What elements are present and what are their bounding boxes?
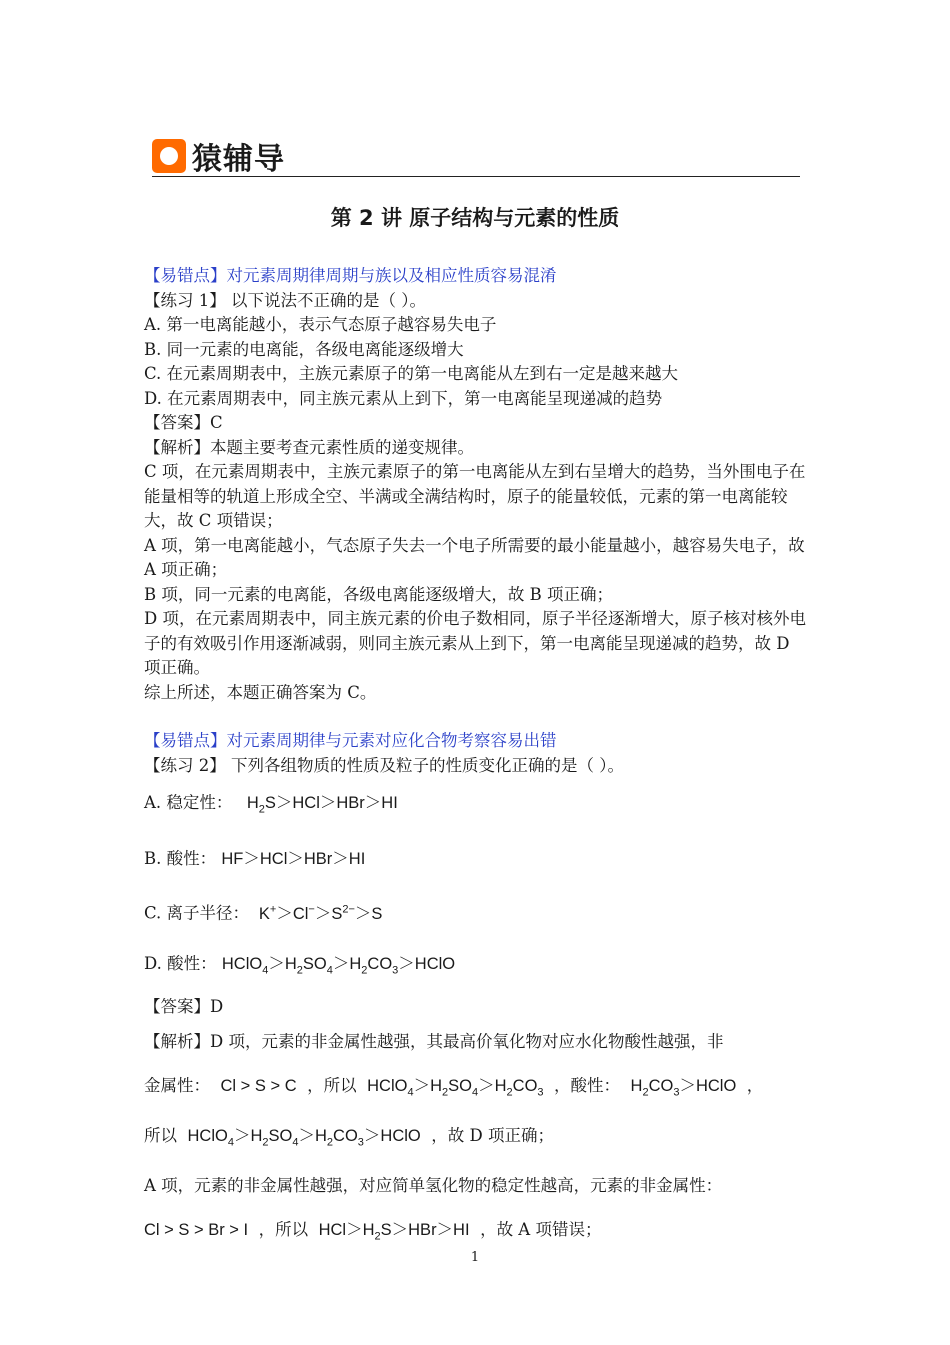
- section1-analysis-4: D 项，在元素周期表中，同主族元素的价电子数相同，原子半径逐渐增大，原子核对核外电子的有效吸引作用逐渐减弱，则同主族元素从上到下，第一电离能呈现递减的趋势，故 D 项正确。: [144, 609, 806, 677]
- logo-text: 猿辅导: [192, 142, 285, 177]
- section2-analysis-line5: Cl > S > Br > I ，所以 $HCl>H_2S>HBr>HI$ ，故 A 项错误；: [144, 1220, 602, 1243]
- lecture-title: 第 2 讲 原子结构与元素的性质: [330, 206, 620, 230]
- option-c-label: C. 离子半径：: [144, 903, 250, 923]
- section1-answer: 【答案】C: [144, 413, 223, 432]
- section2-option-a: [144, 778, 809, 834]
- option-a-formula: $H_2S>HCl>HBr>HI$: [246, 794, 398, 816]
- section1-analysis-1: C 项，在元素周期表中，主族元素原子的第一电离能从左到右呈增大的趋势，当外围电子在能量相等的轨道上形成全空、半满或全满结构时，原子的能量较低，元素的第一电离能较大，故 C 项错误；: [144, 462, 806, 530]
- section1-question: 【练习 1】 以下说法不正确的是（ ）。: [144, 290, 426, 310]
- h2co3-hclo-formula: $H_2CO_3>HClO$: [630, 1076, 737, 1098]
- option-c-formula: $K^+>Cl^->S^{2-}>S$: [258, 903, 383, 923]
- section1-analysis-3: B 项，同一元素的电离能，各级电离能逐级增大，故 B 项正确；: [144, 584, 613, 604]
- section2-analysis-line4: A 项，元素的非金属性越强，对应简单氢化物的稳定性越高，元素的非金属性：: [144, 1176, 723, 1196]
- page-number: 1: [470, 1250, 480, 1265]
- option-a-label: A. 稳定性：: [144, 793, 233, 812]
- inequality-cl-s-br-i: Cl > S > Br > I: [144, 1221, 249, 1240]
- section1-option-c: C. 在元素周期表中，主族元素原子的第一电离能从左到右一定是越来越大: [144, 364, 679, 383]
- option-b-formula: HF＞HCl＞HBr＞HI: [221, 850, 366, 869]
- page-header: [152, 128, 800, 177]
- option-d-label: D. 酸性：: [144, 953, 217, 973]
- yuanfudao-logo-icon: [152, 139, 186, 173]
- inequality-cl-s-c: Cl > S > C: [220, 1076, 297, 1095]
- section2-analysis-intro: 【解析】D 项，元素的非金属性越强，其最高价氧化物对应水化物酸性越强，非: [144, 1031, 724, 1051]
- section-gap: [144, 705, 809, 729]
- section1-tag: 【易错点】对元素周期律周期与族以及相应性质容易混淆: [144, 266, 557, 285]
- section1-option-a: A. 第一电离能越小，表示气态原子越容易失电子: [144, 315, 497, 334]
- section2-option-c: [144, 884, 809, 939]
- brand-logo: [152, 134, 285, 178]
- section1-analysis-2: A 项，第一电离能越小，气态原子失去一个电子所需要的最小能量越小，越容易失电子，故 A 项正确；: [144, 535, 805, 579]
- section1-option-b: B. 同一元素的电离能，各级电离能逐级增大: [144, 339, 464, 359]
- document-body: [144, 264, 809, 1258]
- section2-tag: 【易错点】对元素周期律与元素对应化合物考察容易出错: [144, 731, 557, 750]
- section2-analysis-line2: 金属性： Cl > S > C ，所以 $HClO_4>H_2SO_4>H_2CO_3$ ，酸性： $H_2CO_3>HClO$ ，: [144, 1075, 764, 1098]
- section1-analysis-0: 【解析】本题主要考查元素性质的递变规律。: [144, 437, 474, 457]
- option-b-label: B. 酸性：: [144, 849, 217, 869]
- acid-order-formula: $HClO_4>H_2SO_4>H_2CO_3$: [367, 1076, 544, 1098]
- section2-analysis-line3: 所以 $HClO_4>H_2SO_4>H_2CO_3>HClO$ ，故 D 项正确；: [144, 1125, 554, 1149]
- section2-question: 【练习 2】 下列各组物质的性质及粒子的性质变化正确的是（ ）。: [144, 755, 624, 775]
- section2-option-b: [144, 834, 809, 884]
- section1-analysis-5: 综上所述，本题正确答案为 C。: [144, 682, 377, 702]
- section2-option-d: [144, 939, 809, 995]
- section2-answer: 【答案】D: [144, 997, 224, 1017]
- full-acid-order-formula: $HClO_4>H_2SO_4>H_2CO_3>HClO$: [187, 1126, 421, 1149]
- section1-option-d: D. 在元素周期表中，同主族元素从上到下，第一电离能呈现递减的趋势: [144, 388, 663, 408]
- option-d-formula: $HClO_4>H_2SO_4>H_2CO_3>HClO$: [221, 954, 456, 977]
- hydride-stability-formula: $HCl>H_2S>HBr>HI$: [318, 1221, 470, 1243]
